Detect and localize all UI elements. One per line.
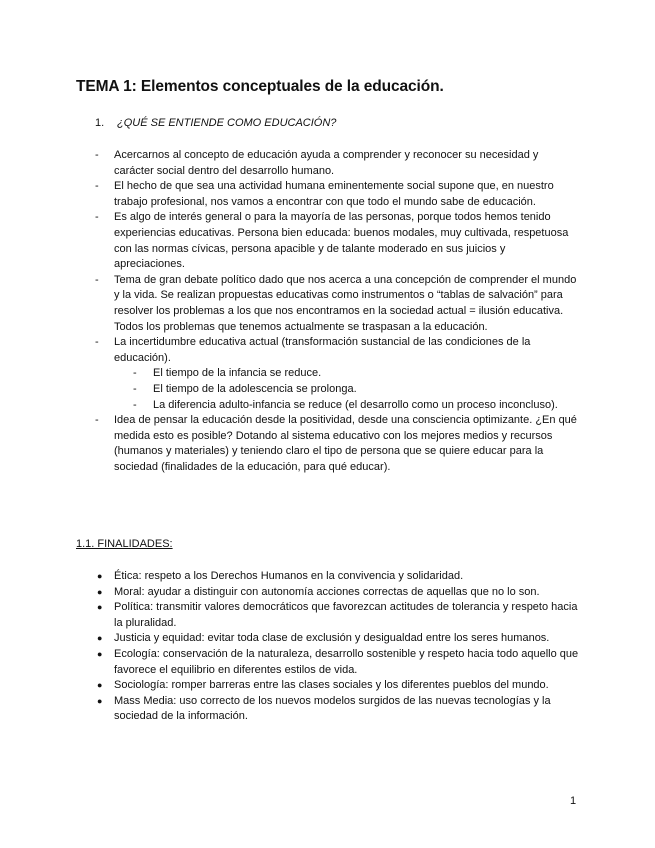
bullet-marker: ● bbox=[97, 680, 103, 691]
subheading-number: 1. bbox=[95, 117, 105, 129]
dash-marker: - bbox=[95, 180, 99, 193]
dash-marker: - bbox=[95, 273, 99, 286]
list-item: ● Mass Media: uso correcto de los nuevos modelos surgidos de las nuevas tecnologías y la sociedad de la información. bbox=[97, 694, 551, 723]
bullet-marker: ● bbox=[97, 648, 103, 659]
bullet-list bbox=[0, 569, 655, 725]
list-item: - La incertidumbre educativa actual (transformación sustancial de las condiciones de la educación). bbox=[95, 336, 531, 364]
list-item: - Es algo de interés general o para la mayoría de las personas, porque todos hemos tenido experiencias educativas. Persona bien educada: buenos modales, muy cultivada, respetuosa con las normas cívicas, persona apacible y de talante moderado en sus juicios y apreciaciones. bbox=[95, 211, 569, 271]
section-heading: 1.1. FINALIDADES: bbox=[76, 538, 173, 550]
list-item: - Tema de gran debate político dado que nos acerca a una concepción de comprender el mundo y la vida. Se realizan propuestas educativas como instrumentos o “tablas de salvación” para resolver los problemas a los que nos encontramos en la sociedad actual = ilusión educativa. Todos los problemas que tenemos actualmente se traspasan a la educación. bbox=[95, 273, 577, 333]
bullet-marker: ● bbox=[97, 586, 103, 597]
list-item: ● Moral: ayudar a distinguir con autonomía acciones correctas de aquellas que no lo son. bbox=[0, 585, 655, 601]
dash-marker: - bbox=[95, 149, 99, 161]
dash-marker: - bbox=[133, 382, 137, 395]
dash-marker: - bbox=[95, 336, 99, 349]
list-item: - El hecho de que sea una actividad humana eminentemente social supone que, en nuestro trabajo profesional, nos vamos a encontrar con que todo el mundo sabe de educación. bbox=[95, 180, 554, 208]
list-item: ● Política: transmitir valores democráticos que favorezcan actitudes de tolerancia y respeto hacia la pluralidad. bbox=[97, 601, 578, 629]
list-item: ● Ética: respeto a los Derechos Humanos en la convivencia y solidaridad. bbox=[0, 569, 655, 585]
dash-list bbox=[0, 148, 655, 475]
list-item: ● Sociología: romper barreras entre las clases sociales y los diferentes pueblos del mundo. bbox=[0, 678, 655, 694]
dash-marker: - bbox=[133, 398, 137, 411]
bullet-marker: ● bbox=[97, 602, 103, 613]
bullet-marker: ● bbox=[97, 695, 103, 706]
dash-marker: - bbox=[95, 414, 99, 427]
bullet-marker: ● bbox=[97, 571, 103, 581]
page-number: 1 bbox=[570, 795, 577, 807]
list-item: - Idea de pensar la educación desde la positividad, desde una consciencia optimizante. ¿En qué medida esto es posible? Dotando al sistema educativo con los mejores medios y recursos (humanos y materiales) y teniendo claro el tipo de persona que se quiere educar para la sociedad (finalidades de la educación, para qué educar). bbox=[95, 414, 577, 473]
sub-list-item: - El tiempo de la infancia se reduce. bbox=[0, 366, 655, 382]
dash-marker: - bbox=[95, 211, 99, 224]
bullet-marker: ● bbox=[97, 633, 103, 644]
sub-list-item: - El tiempo de la adolescencia se prolonga. bbox=[0, 382, 655, 398]
list-item: ● Justicia y equidad: evitar toda clase de exclusión y desigualdad entre los seres humanos. bbox=[0, 631, 655, 647]
list-item: ● Ecología: conservación de la naturaleza, desarrollo sostenible y respeto hacia todo aquello que favorece el equilibrio en diferentes estilos de vida. bbox=[97, 647, 579, 676]
sub-list-item: - La diferencia adulto-infancia se reduce (el desarrollo como un proceso inconcluso). bbox=[0, 398, 655, 414]
list-item: - Acercarnos al concepto de educación ayuda a comprender y reconocer su necesidad y carácter social dentro del desarrollo humano. bbox=[95, 149, 539, 177]
dash-marker: - bbox=[133, 367, 137, 380]
subheading bbox=[95, 117, 336, 129]
subheading-text: ¿QUÉ SE ENTIENDE COMO EDUCACIÓN? bbox=[117, 117, 337, 129]
page-title: TEMA 1: Elementos conceptuales de la educación. bbox=[76, 78, 444, 95]
